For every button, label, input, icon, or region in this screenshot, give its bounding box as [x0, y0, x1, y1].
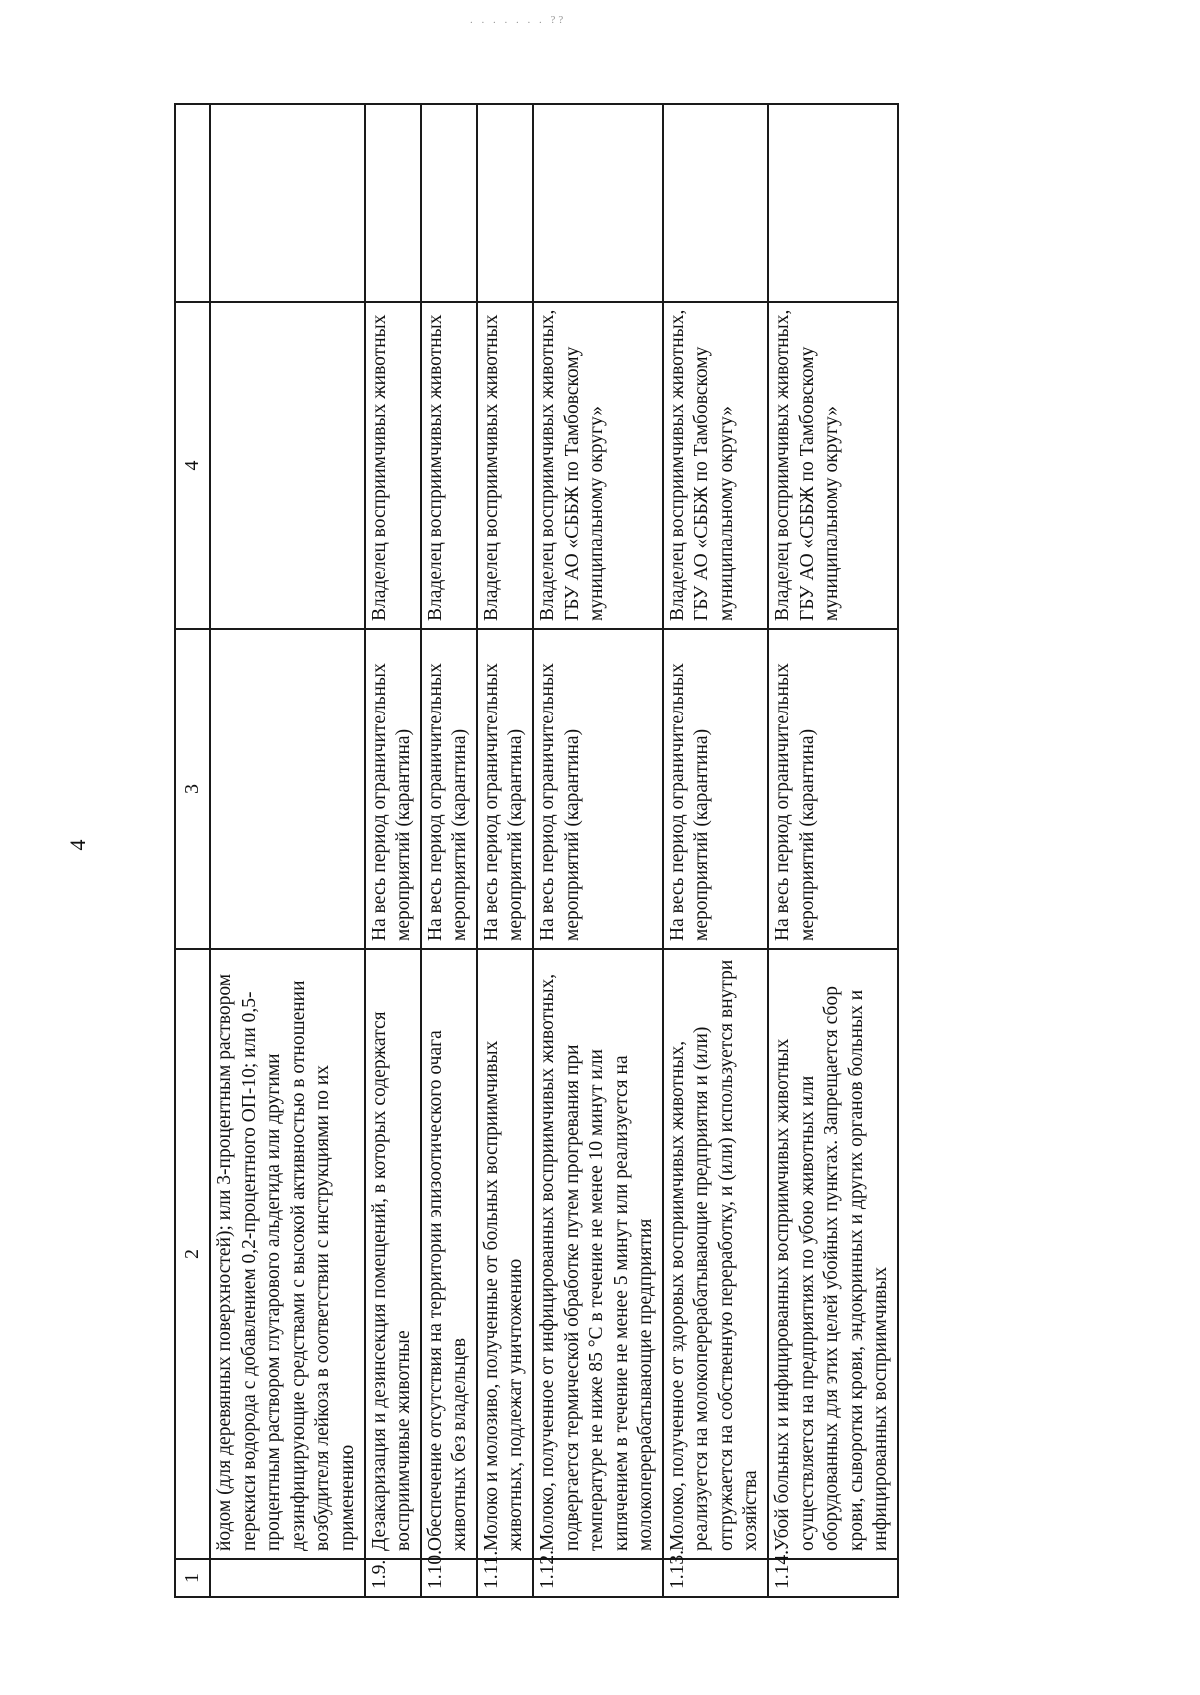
row-extra-empty [533, 104, 663, 302]
row-num: 1.14. [768, 1559, 898, 1597]
scan-corner-marks: . . . . . . . ?? [470, 14, 567, 26]
row-num: 1.9. [365, 1559, 421, 1597]
row-term [210, 629, 364, 949]
row-term: На весь период ограничительных мероприятий (карантина) [421, 629, 477, 949]
row-extra-empty [421, 104, 477, 302]
header-col-2: 2 [175, 949, 210, 1559]
row-term: На весь период ограничительных мероприятий (карантина) [663, 629, 768, 949]
row-measure: Убой больных и инфицированных восприимчивых животных осуществляется на предприятиях по убою животных или оборудованных для этих целей убойных пунктах. Запрещается сбор крови, сыворотки крови, эндокринных и других органов больных и инфицированных восприимчивых [768, 949, 898, 1559]
row-measure: Молоко и молозиво, полученные от больных восприимчивых животных, подлежат уничтожению [477, 949, 533, 1559]
row-responsible: Владелец восприимчивых животных, ГБУ АО «СББЖ по Тамбовскому муниципальному округу» [768, 302, 898, 629]
row-term: На весь период ограничительных мероприятий (карантина) [533, 629, 663, 949]
row-responsible [210, 302, 364, 629]
row-measure: Молоко, полученное от здоровых восприимчивых животных, реализуется на молокоперерабатывающие предприятия и (или) отгружается на собственную переработку, и (или) используется внутри хозяйства [663, 949, 768, 1559]
row-measure: Молоко, полученное от инфицированных восприимчивых животных, подвергается термической обработке путем прогревания при температуре не ниже 85 °С в течение не менее 10 минут или кипячением в течение не менее 5 минут или реализуется на молокоперерабатывающие предприятия [533, 949, 663, 1559]
row-extra-empty [768, 104, 898, 302]
table-row [477, 104, 533, 1597]
header-col-4: 4 [175, 302, 210, 629]
row-extra-empty [663, 104, 768, 302]
row-term: На весь период ограничительных мероприятий (карантина) [365, 629, 421, 949]
row-measure: Дезакаризация и дезинсекция помещений, в которых содержатся восприимчивые животные [365, 949, 421, 1559]
table-body [175, 104, 898, 1597]
row-num: 1.12. [533, 1559, 663, 1597]
table-row [365, 104, 421, 1597]
measures-table [174, 103, 899, 1598]
header-col-1: 1 [175, 1559, 210, 1597]
row-num: 1.10. [421, 1559, 477, 1597]
row-measure: йодом (для деревянных поверхностей); или 3-процентным раствором перекиси водорода с добавлением 0,2-процентного ОП-10; или 0,5-процентным раствором глутарового альдегида или другими дезинфицирующие средствами с высокой активностью в отношении возбудителя лейкоза в соответствии с инструкциями по их применению [210, 949, 364, 1559]
row-extra-empty [210, 104, 364, 302]
row-num: 1.13. [663, 1559, 768, 1597]
row-responsible: Владелец восприимчивых животных [365, 302, 421, 629]
header-col-5-empty [175, 104, 210, 302]
header-col-3: 3 [175, 629, 210, 949]
table-row [663, 104, 768, 1597]
table-row-continuation [210, 104, 364, 1597]
table-row [768, 104, 898, 1597]
row-responsible: Владелец восприимчивых животных [477, 302, 533, 629]
row-num [210, 1559, 364, 1597]
row-responsible: Владелец восприимчивых животных, ГБУ АО «СББЖ по Тамбовскому муниципальному округу» [663, 302, 768, 629]
row-responsible: Владелец восприимчивых животных, ГБУ АО «СББЖ по Тамбовскому муниципальному округу» [533, 302, 663, 629]
row-extra-empty [365, 104, 421, 302]
row-term: На весь период ограничительных мероприятий (карантина) [477, 629, 533, 949]
table-header-row [175, 104, 210, 1597]
rotated-table-container [174, 103, 1086, 1598]
row-responsible: Владелец восприимчивых животных [421, 302, 477, 629]
page-number: 4 [65, 839, 90, 851]
row-num: 1.11. [477, 1559, 533, 1597]
table-row [421, 104, 477, 1597]
row-term: На весь период ограничительных мероприятий (карантина) [768, 629, 898, 949]
row-measure: Обеспечение отсутствия на территории эпизоотического очага животных без владельцев [421, 949, 477, 1559]
table-row [533, 104, 663, 1597]
row-extra-empty [477, 104, 533, 302]
